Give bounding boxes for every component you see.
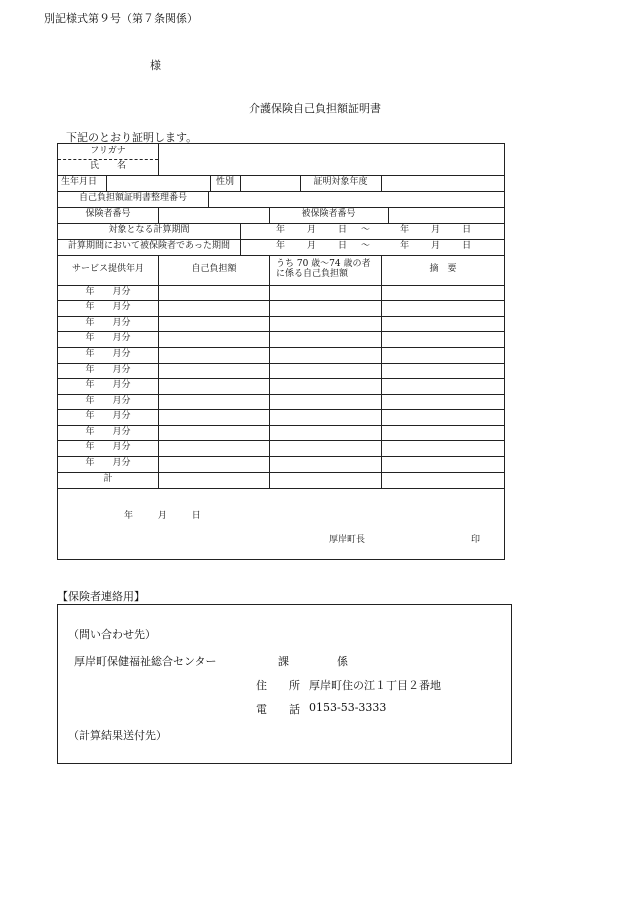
intro-text: 下記のとおり証明します。 <box>66 131 198 144</box>
row-year-label: 年 <box>85 302 95 313</box>
name-label: 氏 名 <box>89 161 126 172</box>
row-year-label: 年 <box>85 395 95 406</box>
table-row <box>58 440 158 456</box>
inquiry-label: （問い合わせ先） <box>68 628 156 641</box>
seal-mark: 印 <box>471 535 481 545</box>
table-row <box>58 409 158 425</box>
insured-number-label: 被保険者番号 <box>301 209 356 220</box>
row-year-label: 年 <box>85 426 95 437</box>
insured-period-range[interactable]: 年 月 日 ～ 年 月 日 <box>276 241 472 252</box>
row-month-label: 月分 <box>112 317 131 328</box>
center-name: 厚岸町保健福祉総合センター <box>74 655 217 668</box>
row-month-label: 月分 <box>112 458 131 469</box>
cert-year-field[interactable] <box>382 175 504 191</box>
phone-label: 電 話 <box>256 703 300 716</box>
insured-period-label: 計算期間において被保険者であった期間 <box>68 241 230 252</box>
row-year-label: 年 <box>85 333 95 344</box>
form-id: 別記様式第９号（第７条関係） <box>44 12 198 25</box>
gender-label: 性別 <box>215 177 234 188</box>
section-label: 課 <box>278 655 289 668</box>
address-label: 住 所 <box>256 679 300 692</box>
subsection-label: 係 <box>337 655 348 668</box>
col-self-pay: 自己負担額 <box>191 264 237 275</box>
gender-field[interactable] <box>241 175 300 191</box>
table-row <box>58 331 158 347</box>
table-row <box>58 425 158 440</box>
table-row <box>58 285 158 300</box>
certificate-form <box>57 143 505 560</box>
cert-number-label: 自己負担額証明書整理番号 <box>78 193 187 204</box>
issuer-name: 厚岸町長 <box>329 535 366 545</box>
table-row <box>58 378 158 394</box>
table-row <box>58 363 158 378</box>
name-field[interactable] <box>159 144 504 175</box>
contact-heading: 【保険者連絡用】 <box>57 590 145 603</box>
row-month-label: 月分 <box>112 426 131 437</box>
row-month-label: 月分 <box>112 380 131 391</box>
row-year-label: 年 <box>85 458 95 469</box>
honorific: 様 <box>150 59 161 72</box>
col-remarks: 摘 要 <box>429 264 457 275</box>
insured-number-field[interactable] <box>389 207 504 223</box>
total-label: 計 <box>103 474 113 485</box>
row-month-label: 月分 <box>112 349 131 360</box>
birthdate-label: 生年月日 <box>61 177 98 188</box>
contact-box <box>57 604 512 764</box>
row-month-label: 月分 <box>112 286 131 297</box>
row-month-label: 月分 <box>112 364 131 375</box>
row-year-label: 年 <box>85 380 95 391</box>
cert-year-label: 証明対象年度 <box>313 177 368 188</box>
row-year-label: 年 <box>85 411 95 422</box>
document-title: 介護保険自己負担額証明書 <box>249 102 381 115</box>
cert-number-field[interactable] <box>209 191 504 207</box>
row-year-label: 年 <box>85 364 95 375</box>
birthdate-field[interactable] <box>107 175 210 191</box>
table-row <box>58 456 158 472</box>
table-row <box>58 300 158 316</box>
row-month-label: 月分 <box>112 411 131 422</box>
table-row <box>58 347 158 363</box>
row-year-label: 年 <box>85 349 95 360</box>
col-70-74: うち 70 歳～74 歳の者 に係る自己負担額 <box>276 259 371 279</box>
row-month-label: 月分 <box>112 395 131 406</box>
send-to-label: （計算結果送付先） <box>68 729 167 742</box>
table-row <box>58 316 158 331</box>
row-year-label: 年 <box>85 286 95 297</box>
col-service-month: サービス提供年月 <box>71 264 144 275</box>
insurer-number-label: 保険者番号 <box>85 209 131 220</box>
signature-date: 年 月 日 <box>124 511 201 521</box>
row-month-label: 月分 <box>112 442 131 453</box>
insurer-number-field[interactable] <box>159 207 269 223</box>
table-row <box>58 394 158 409</box>
calc-period-range[interactable]: 年 月 日 ～ 年 月 日 <box>276 225 472 236</box>
row-month-label: 月分 <box>112 302 131 313</box>
row-year-label: 年 <box>85 317 95 328</box>
phone-value: 0153-53-3333 <box>309 701 387 714</box>
row-year-label: 年 <box>85 442 95 453</box>
calc-period-label: 対象となる計算期間 <box>108 225 190 236</box>
row-month-label: 月分 <box>112 333 131 344</box>
furigana-label: フリガナ <box>90 145 126 156</box>
address-value: 厚岸町住の江１丁目２番地 <box>309 679 441 692</box>
